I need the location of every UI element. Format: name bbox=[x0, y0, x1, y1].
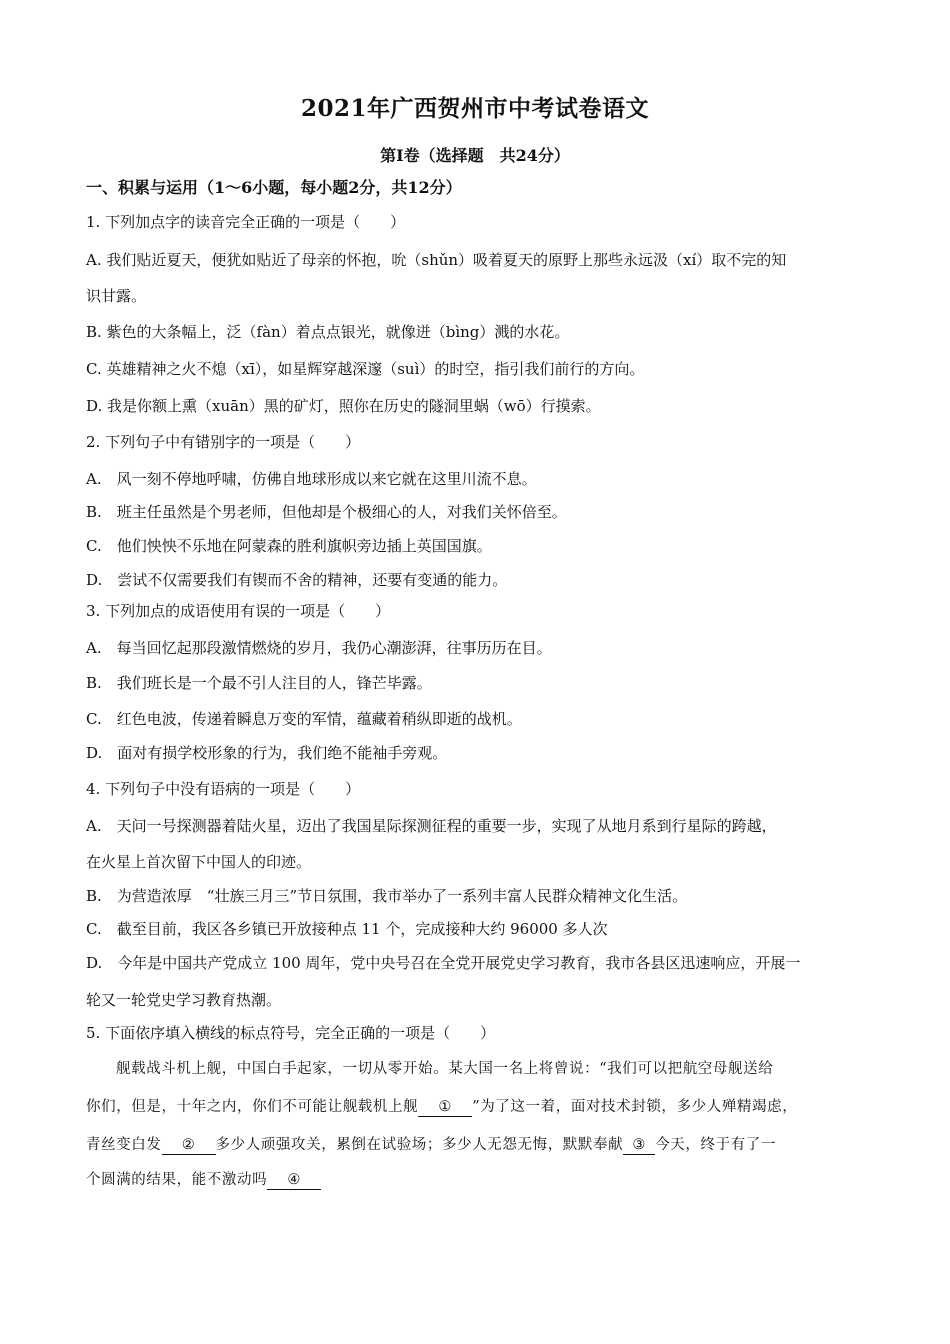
q4-option-a-cont: 在火星上首次留下中国人的印迹。 bbox=[86, 853, 312, 871]
q1-option-c: C. 英雄精神之火不熄（xī），如星辉穿越深邃（suì）的时空，指引我们前行的方向。 bbox=[86, 360, 645, 378]
q4-option-d: D. 今年是中国共产党成立 100 周年，党中央号召在全党开展党史学习教育，我市各县区迅速响应，开展一 bbox=[86, 954, 801, 972]
q5-passage-line-1: 舰载战斗机上舰，中国白手起家，一切从零开始。某大国一名上将曾说：“我们可以把航空母舰送给 bbox=[116, 1061, 774, 1077]
q2-option-d: D. 尝试不仅需要我们有锲而不舍的精神，还要有变通的能力。 bbox=[86, 571, 508, 589]
q3-option-d: D. 面对有损学校形象的行为，我们绝不能袖手旁观。 bbox=[86, 744, 448, 762]
section-heading: 一、积累与运用（1～6小题，每小题2分，共12分） bbox=[86, 178, 462, 197]
paper-subtitle: 第Ⅰ卷（选择题 共24分） bbox=[380, 146, 570, 165]
q5-passage-line-3 bbox=[86, 1135, 776, 1155]
blank-4: ④ bbox=[267, 1172, 321, 1190]
q1-option-b: B. 紫色的大条幅上，泛（fàn）着点点银光，就像迸（bìng）溅的水花。 bbox=[86, 323, 570, 341]
q4-option-c: C. 截至目前，我区各乡镇已开放接种点 11 个，完成接种大约 96000 多人次 bbox=[86, 920, 608, 938]
blank-1: ① bbox=[418, 1099, 472, 1117]
q2-option-a: A. 风一刻不停地呼啸，仿佛自地球形成以来它就在这里川流不息。 bbox=[86, 470, 537, 488]
q3-option-a: A. 每当回忆起那段激情燃烧的岁月，我仍心潮澎湃，往事历历在目。 bbox=[86, 639, 552, 657]
passage-text: 个圆满的结果，能不激动吗 bbox=[86, 1172, 268, 1188]
q1-option-d: D. 我是你额上熏（xuān）黑的矿灯，照你在历史的隧洞里蜗（wō）行摸索。 bbox=[86, 397, 601, 415]
q3-stem: 3. 下列加点的成语使用有误的一项是（ ） bbox=[86, 602, 391, 620]
q1-stem: 1. 下列加点字的读音完全正确的一项是（ ） bbox=[86, 213, 406, 231]
q3-option-c: C. 红色电波，传递着瞬息万变的军情，蕴藏着稍纵即逝的战机。 bbox=[86, 710, 522, 728]
q2-option-c: C. 他们怏怏不乐地在阿蒙森的胜利旗帜旁边插上英国国旗。 bbox=[86, 537, 492, 555]
q2-option-b: B. 班主任虽然是个男老师，但他却是个极细心的人，对我们关怀倍至。 bbox=[86, 503, 567, 521]
passage-text: 你们，但是，十年之内，你们不可能让舰载机上舰 bbox=[86, 1099, 419, 1115]
q1-option-a-cont: 识甘露。 bbox=[86, 287, 147, 305]
q5-stem: 5. 下面依序填入横线的标点符号，完全正确的一项是（ ） bbox=[86, 1024, 496, 1042]
passage-text: ”为了这一着，面对技术封锁，多少人殚精竭虑， bbox=[472, 1099, 798, 1115]
blank-3: ③ bbox=[623, 1137, 655, 1155]
page-title: 2021年广西贺州市中考试卷语文 bbox=[300, 95, 649, 122]
passage-text: 今天，终于有了一 bbox=[655, 1137, 777, 1153]
blank-2: ② bbox=[162, 1137, 216, 1155]
q4-option-d-cont: 轮又一轮党史学习教育热潮。 bbox=[86, 991, 282, 1009]
q5-passage-line-2 bbox=[86, 1097, 797, 1117]
q3-option-b: B. 我们班长是一个最不引人注目的人，锋芒毕露。 bbox=[86, 674, 432, 692]
passage-text: 青丝变白发 bbox=[86, 1137, 162, 1153]
q4-option-b: B. 为营造浓厚 “壮族三月三”节日氛围，我市举办了一系列丰富人民群众精神文化生活。 bbox=[86, 887, 688, 905]
q2-stem: 2. 下列句子中有错别字的一项是（ ） bbox=[86, 433, 361, 451]
q1-option-a: A. 我们贴近夏天，便犹如贴近了母亲的怀抱，吮（shǔn）吸着夏天的原野上那些永远汲（xí）取不完的知 bbox=[86, 251, 787, 269]
q4-stem: 4. 下列句子中没有语病的一项是（ ） bbox=[86, 780, 361, 798]
q4-option-a: A. 天问一号探测器着陆火星，迈出了我国星际探测征程的重要一步，实现了从地月系到行星际的跨越， bbox=[86, 817, 777, 835]
q5-passage-line-4 bbox=[86, 1170, 321, 1190]
passage-text: 多少人顽强攻关，累倒在试验场；多少人无怨无悔，默默奉献 bbox=[215, 1137, 624, 1153]
